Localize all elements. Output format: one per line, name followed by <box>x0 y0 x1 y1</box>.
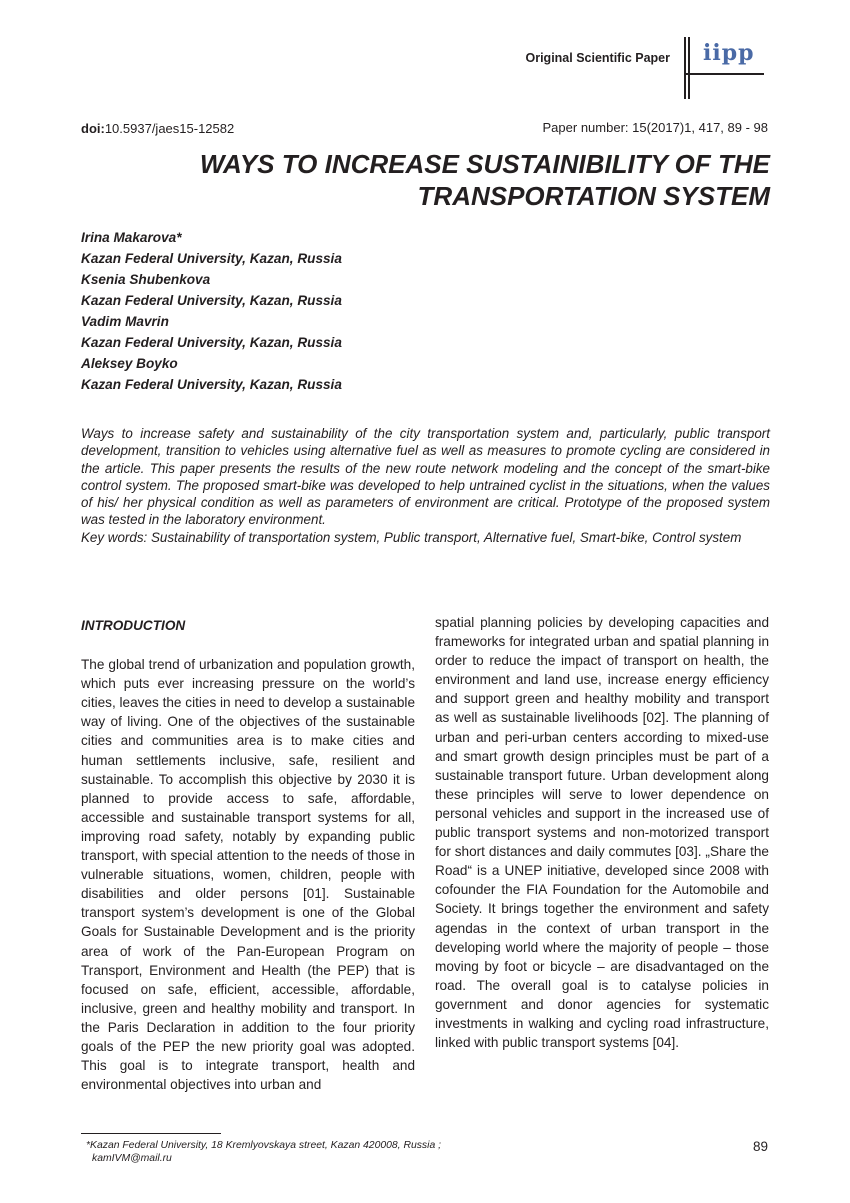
title-line: TRANSPORTATION SYSTEM <box>417 181 770 211</box>
doi-value: 10.5937/jaes15-12582 <box>104 121 235 136</box>
title-line: WAYS TO INCREASE SUSTAINIBILITY OF THE <box>199 149 770 179</box>
author-name: Ksenia Shubenkova <box>81 272 211 287</box>
author-affiliation: Kazan Federal University, Kazan, Russia <box>81 377 342 392</box>
author-affiliation: Kazan Federal University, Kazan, Russia <box>81 251 342 266</box>
header-divider <box>684 73 764 75</box>
body-column-left <box>81 613 415 1094</box>
doi-prefix: doi: <box>81 121 105 136</box>
header-divider <box>684 37 686 99</box>
author-affiliation: Kazan Federal University, Kazan, Russia <box>81 293 342 308</box>
author-affiliation: Kazan Federal University, Kazan, Russia <box>81 335 342 350</box>
author-name: Vadim Mavrin <box>81 314 169 329</box>
body-paragraph: spatial planning policies by developing capacities and frameworks for integrated urban and spatial planning in order to reduce the impact of transport on health, the environment and land use, increase energy efficiency and support green and healthy mobility and transport as well as sustainable livelihoods [02]. The planning of urban and peri-urban centers according to mixed-use and smart growth design principles must be part of a sustainable transport future. Urban development along these principles will serve to lower dependence on personal vehicles and support in the increased use of public transport systems and non-motorized transport for short distances and daily commutes [03]. „Share the Road“ is a UNEP initiative, developed since 2008 with cofounder the FIA Foundation for the Automobile and Society. It brings together the environment and safety agendas in the context of urban transport in the developing world where the majority of people – those moving by foot or bicycle – are disadvantaged on the road. The overall goal is to catalyse policies in government and donor agencies for systematic investments in walking and cycling road infrastructure, linked with public transport systems [04]. <box>435 615 769 1051</box>
abstract <box>81 425 770 546</box>
footnote-address: *Kazan Federal University, 18 Kremlyovskaya street, Kazan 420008, Russia ; <box>86 1140 441 1151</box>
abstract-text: Ways to increase safety and sustainability of the city transportation system and, particularly, public transport development, transition to vehicles using alternative fuel as well as measures to promote cycling are considered in the article. This paper presents the results of the new route network modeling and the concept of the smart-bike control system. The proposed smart-bike was developed to help untrained cyclist in the situations, when the values of his/ her physical condition as well as parameters of environment are critical. Prototype of the proposed system was tested in the laboratory environment. <box>81 426 770 528</box>
footnote-email[interactable]: kamIVM@mail.ru <box>92 1153 172 1164</box>
body-column-right <box>435 613 769 1052</box>
doi[interactable] <box>81 121 234 136</box>
paper-type-label: Original Scientific Paper <box>525 51 670 65</box>
author-name: Aleksey Boyko <box>81 356 178 371</box>
body-paragraph: The global trend of urbanization and population growth, which puts ever increasing pressure on the world’s cities, leaves the cities in need to develop a sustainable way of living. One of the objectives of the sustainable cities and communities area is to make cities and human settlements inclusive, safe, resilient and sustainable. To accomplish this objective by 2030 it is planned to provide access to safe, affordable, accessible and sustainable transport systems for all, improving road safety, notably by expanding public transport, with special attention to the needs of those in vulnerable situations, women, children, people with disabilities and older persons [01]. Sustainable transport system’s development is one of the Global Goals for Sustainable Development and is the priority area of work of the Pan-European Program on Transport, Environment and Health (the PEP) that is focused on safe, efficient, accessible, affordable, inclusive, green and healthy mobility and transport. In the Paris Declaration in addition to the four priority goals of the PEP the new priority goal was adopted. This goal is to integrate transport, health and environmental objectives into urban and <box>81 657 416 1093</box>
author-name: Irina Makarova* <box>81 230 182 245</box>
paper-number: Paper number: 15(2017)1, 417, 89 - 98 <box>542 120 768 135</box>
journal-logo: iipp <box>703 40 755 66</box>
footnote <box>86 1139 506 1165</box>
section-heading: INTRODUCTION <box>81 618 186 633</box>
author-list <box>81 227 342 395</box>
keywords: Key words: Sustainability of transportation system, Public transport, Alternative fuel, Smart-bike, Control system <box>81 529 742 545</box>
page-number: 89 <box>752 1139 768 1154</box>
paper-title <box>70 148 770 212</box>
footnote-rule <box>81 1133 221 1134</box>
header-divider <box>688 37 690 99</box>
